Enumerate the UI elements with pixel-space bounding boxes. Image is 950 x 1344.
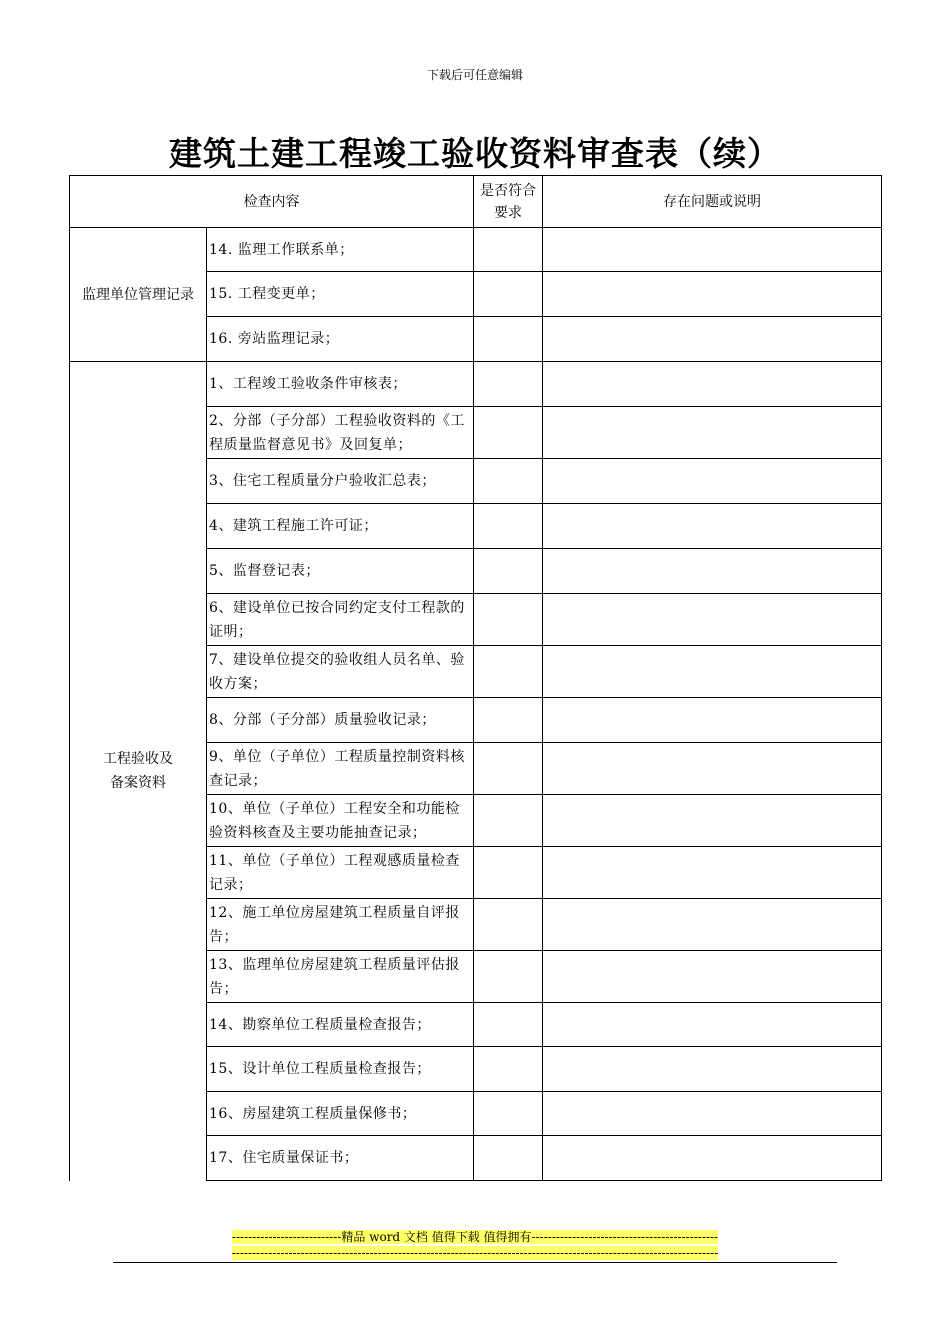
table-row [70,362,882,407]
remarks-cell[interactable] [543,1047,882,1092]
item-text: 13、监理单位房屋建筑工程质量评估报告； [207,951,474,1003]
compliance-cell[interactable] [474,317,543,362]
table-header-row [70,176,882,228]
compliance-cell[interactable] [474,594,543,646]
compliance-cell[interactable] [474,362,543,407]
table-row [70,228,882,272]
footer-rule [113,1262,837,1263]
remarks-cell[interactable] [543,407,882,459]
compliance-cell[interactable] [474,549,543,594]
remarks-cell[interactable] [543,1003,882,1047]
review-table [69,175,882,1181]
item-text: 16、房屋建筑工程质量保修书； [207,1092,474,1136]
compliance-cell[interactable] [474,951,543,1003]
item-text: 5、监督登记表； [207,549,474,594]
item-text: 17、住宅质量保证书； [207,1136,474,1181]
compliance-cell[interactable] [474,1136,543,1181]
remarks-cell[interactable] [543,594,882,646]
remarks-cell[interactable] [543,1136,882,1181]
remarks-cell[interactable] [543,317,882,362]
compliance-cell[interactable] [474,847,543,899]
compliance-cell[interactable] [474,1003,543,1047]
category-acceptance-line1: 工程验收及 [103,751,173,768]
compliance-cell[interactable] [474,899,543,951]
remarks-cell[interactable] [543,549,882,594]
remarks-cell[interactable] [543,504,882,549]
page-title: 建筑土建工程竣工验收资料审查表（续） [169,134,781,173]
remarks-cell[interactable] [543,847,882,899]
category-acceptance-line2: 备案资料 [110,775,166,792]
item-text: 14、勘察单位工程质量检查报告； [207,1003,474,1047]
item-text: 14. 监理工作联系单； [207,228,474,272]
compliance-cell[interactable] [474,228,543,272]
compliance-cell[interactable] [474,1092,543,1136]
remarks-cell[interactable] [543,795,882,847]
item-text: 9、单位（子单位）工程质量控制资料核查记录； [207,743,474,795]
remarks-cell[interactable] [543,698,882,743]
compliance-cell[interactable] [474,407,543,459]
item-text: 6、建设单位已按合同约定支付工程款的证明； [207,594,474,646]
remarks-cell[interactable] [543,459,882,504]
remarks-cell[interactable] [543,899,882,951]
item-text: 1、工程竣工验收条件审核表； [207,362,474,407]
compliance-cell[interactable] [474,272,543,317]
remarks-cell[interactable] [543,228,882,272]
compliance-cell[interactable] [474,1047,543,1092]
item-text: 4、建筑工程施工许可证； [207,504,474,549]
footer-banner-line1 [0,1230,950,1245]
header-note: 下载后可任意编辑 [426,68,523,82]
compliance-cell[interactable] [474,504,543,549]
footer-banner-dashes: ------------------------------------------------------------------------------------------------------------------------ [231,1246,719,1260]
item-text: 12、施工单位房屋建筑工程质量自评报告； [207,899,474,951]
remarks-cell[interactable] [543,362,882,407]
remarks-cell[interactable] [543,743,882,795]
header-content: 检查内容 [70,176,474,228]
item-text: 3、住宅工程质量分户验收汇总表； [207,459,474,504]
item-text: 16. 旁站监理记录； [207,317,474,362]
item-text: 15、设计单位工程质量检查报告； [207,1047,474,1092]
item-text: 2、分部（子分部）工程验收资料的《工程质量监督意见书》及回复单； [207,407,474,459]
compliance-cell[interactable] [474,743,543,795]
compliance-cell[interactable] [474,795,543,847]
footer-banner-text: ---------------------------精品 word 文档 值得下载 值得拥有---------------------------------------------- [231,1230,719,1244]
category-acceptance [70,362,207,1181]
footer-banner-line2 [0,1246,950,1261]
item-text: 10、单位（子单位）工程安全和功能检验资料核查及主要功能抽查记录； [207,795,474,847]
remarks-cell[interactable] [543,1092,882,1136]
category-supervision: 监理单位管理记录 [70,228,207,362]
compliance-cell[interactable] [474,646,543,698]
header-remarks: 存在问题或说明 [543,176,882,228]
compliance-cell[interactable] [474,459,543,504]
item-text: 7、建设单位提交的验收组人员名单、验收方案； [207,646,474,698]
remarks-cell[interactable] [543,272,882,317]
header-compliance-line2: 要求 [494,204,522,221]
compliance-cell[interactable] [474,698,543,743]
remarks-cell[interactable] [543,951,882,1003]
item-text: 8、分部（子分部）质量验收记录； [207,698,474,743]
remarks-cell[interactable] [543,646,882,698]
header-compliance [474,176,543,228]
item-text: 11、单位（子单位）工程观感质量检查记录； [207,847,474,899]
item-text: 15. 工程变更单； [207,272,474,317]
header-compliance-line1: 是否符合 [480,182,536,199]
